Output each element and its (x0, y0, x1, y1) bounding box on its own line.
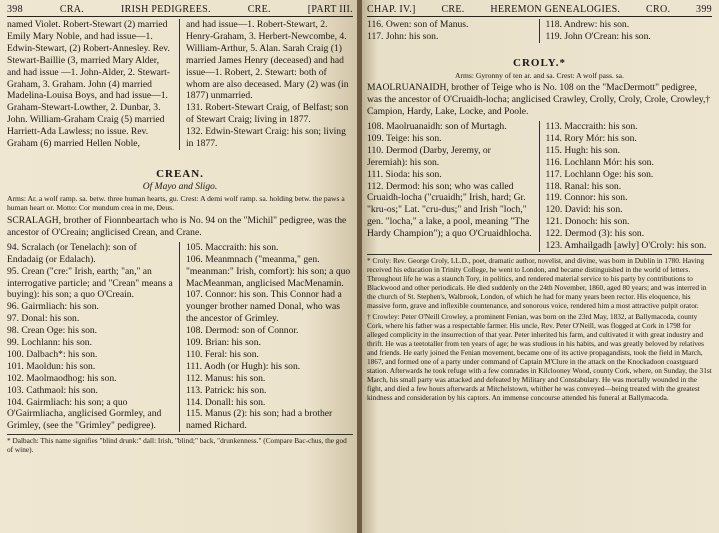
croly-columns (367, 121, 712, 252)
left-top-col1-text: named Violet. Robert-Stewart (2) married Emily Mary Noble, and had issue—1. Edwin-Stewart, (2) Robert-Annesley. Rev. Stewart-Baillie (3, married Mary Alder, and had issue —1. John-Alder, 2. Stewart-Graham, 3. Graham. John (4) married Madelina-Louisa Boys, and had issue—1. Graham-Stewart-Lowther, 2. Dunbar, 3. John. William-Graham Craig (5) married Harriett-Ada Lawless; no issue. Rev. Graham (6) married Hellen Noble, (7, 19, 170, 150)
croly-intro: MAOLRUANAIDH, brother of Teige who is No. 108 on the "MacDermott" pedigree, was the ancestor of O'Cruaidh-locha; anglicised Crawley, Crolly, Croly, Crole, Crowley,† Campion, Hardy, Lake, Locke, and Poole. (367, 82, 711, 118)
right-top-columns (367, 19, 712, 43)
footnote-rule-right (367, 254, 712, 255)
croly-title: CROLY.* (513, 56, 566, 69)
right-top-col1: 116. Owen: son of Manus. 117. John: his son. (367, 19, 469, 42)
entry-131: 131. Robert-Stewart Craig, of Belfast; son of Stewart Craig; living in 1877. (186, 102, 349, 126)
footnote-croly: * Croly: Rev. George Croly, LL.D., poet, dramatic author, novelist, and divine, was born in Dublin in 1780. Having received his education in Trinity College, he went to London, and became distinguished in the world of letters. Throughout life he was a staunch Tory, in politics, and rendered material service to his party by contributions to Blackwood and other periodicals. He died suddenly on the 24th November, 1860, aged 80 years; and was interred in the church of St. Stephen's, Walbrook, London, of which he had for many years been rector. His eloquence, his massive form, grave and inflexible countenance, and sonorous voice, rendered him a most attractive pulpit orator. (367, 256, 707, 310)
header-title-right: HEREMON GENEALOGIES. (490, 4, 621, 15)
croly-col2: 113. Maccraith: his son. 114. Rory Mór: his son. 115. Hugh: his son. 116. Lochlann Mór: his son. 117. Lochlann Oge: his son. 118. Ranal: his son. 119. Connor: his son. 120. David: his son. 121. Donoch: his son. 122. Dermod (3): his son. 123. Amhailgadh [awly] O'Croly: his son. (545, 121, 707, 252)
entry-132: 132. Edwin-Stewart Craig: his son; living in 1877. (186, 126, 346, 150)
footnote-crowley: † Crowley: Peter O'Neill Crowley, a prominent Fenian, was born on the 23rd May, 1832, at Ballymacoda, county Cork, where his father was a respectable farmer. His uncle, Rev. Peter O'Neill, was flogged at Cork in 1798 for alleged complicity in the insurrection of that year. Peter inherited his farm, and cultivated it with great industry and thrift. He was a teetotaller from ten years of age; he was studious in his habits, and was greatly beloved by relatives and friends. He early joined the Fenian movement, became one of its active propagandists, took the field in March, 1867, and formed one of a party under command of Captain M'Clure in the attack on the Knockadoon coastguard station. Afterwards he took refuge with a few comrades in Kilclooney Wood, county Cork, where, on Sunday, the 31st March, his small party was attacked and defeated by Military and Constabulary. He was mortally wounded in the fight, and died a few hours afterwards at Mitchelstown, whither he was conveyed—being treated with the greatest kindness and consideration by his captors. An immense concourse attended his funeral at Ballymacoda. (367, 312, 712, 402)
footnote-rule-left (7, 434, 353, 435)
header-title-left: IRISH PEDIGREES. (120, 4, 211, 15)
croly-arms: Arms: Gyronny of ten ar. and sa. Crest: A wolf pass. sa. (455, 70, 624, 80)
crean-arms: Arms: Ar. a wolf ramp. sa. betw. three human hearts, gu. Crest: A demi wolf ramp. sa. holding betw. the paws a human heart or. Motto: Cor mundum crea in me, Deus. (7, 193, 345, 213)
crean-columns (7, 242, 353, 433)
header-tag-right: CRE. (441, 4, 465, 15)
right-top-col2: 118. Andrew: his son. 119. John O'Crean: his son. (545, 19, 651, 42)
header-part-left: [PART III. (307, 4, 353, 15)
header-chapter-right: CHAP. IV.] (367, 4, 416, 15)
right-page (360, 0, 719, 533)
croly-col1: 108. Maolruanaidh: son of Murtagh. 109. Teige: his son. 110. Dermod (Darby, Jeremy, or Jeremiah): his son. 111. Sioda: his son. 112. Dermod: his son; who was called Cruaidh-locha ("cruaidh;" Irish, hard; Gr. "kru-os;" Lat. "cru-dus;" and Irish "loch," gen. "locha," a lake, a pool, meaning "The Hardy Champion"); a quo O'Cruaidhlocha. (367, 121, 532, 240)
header-tag-left: CRE. (247, 4, 271, 15)
crean-col1: 94. Scralach (or Tenelach): son of Endadaig (or Edalach). 95. Crean ("cre:" Irish, earth; "an," an interrogative particle; and "Crean" means a buying): his son; a quo O'Creain. 96. Gairmliach: his son. 97. Donal: his son. 98. Crean Oge: his son. 99. Lochlann: his son. 100. Dalbach*: his son. 101. Maoldun: his son. 102. Maolmaodhog: his son. 103. Cathmaol: his son. 104. Gairmliach: his son; a quo O'Gairmliacha, anglicised Gormley, and Grimley, (see the "Grimley" pedigree). (7, 241, 173, 432)
page-number-left: 398 (7, 4, 23, 15)
crean-col2: 105. Maccraith: his son. 106. Meanmnach ("meanma," gen. "meanman:" Irish, comfort): his son; a quo MacMeanman, anglicised MacMenamin. 107. Connor: his son. This Connor had a younger brother named Donal, who was the ancestor of Grimley. 108. Dermod: son of Connor. 109. Brian: his son. 110. Feral: his son. 111. Aodh (or Hugh): his son. 112. Manus: his son. 113. Patrick: his son. 114. Donall: his son. 115. Manus (2): his son; had a brother named Richard. (186, 241, 351, 432)
left-page-header (7, 4, 353, 17)
book-gutter (357, 0, 362, 533)
right-page-header (367, 4, 712, 17)
footnote-dalbach: * Dalbach: This name signifies "blind drunk:" dall: Irish, "blind;" back, "drunkenness." (Compare Bac-chus, the god of wine). (7, 436, 347, 455)
crean-title: CREAN. (156, 167, 204, 180)
crean-intro: SCRALAGH, brother of Fionnbeartach who is No. 94 on the "Michil" pedigree, was the ancestor of O'Creain; anglicised Crean, and Crane. (7, 214, 347, 238)
page-number-right: 399 (696, 4, 712, 15)
header-section-left: CRA. (59, 4, 85, 15)
left-top-col2-text: and had issue—1. Robert-Stewart, 2. Henry-Graham, 3. Herbert-Newcombe, 4. William-Arthur, 5. Alan. Sarah Craig (1) married James Henry (deceased) and had issue—1. Robert, 2. Stewart: both of whom are also deceased. Mary (2) was (in 1877) unmarried. (186, 19, 349, 102)
crean-subtitle: Of Mayo and Sligo. (142, 181, 218, 192)
header-section-right: CRO. (646, 4, 671, 15)
left-top-columns (7, 19, 353, 150)
